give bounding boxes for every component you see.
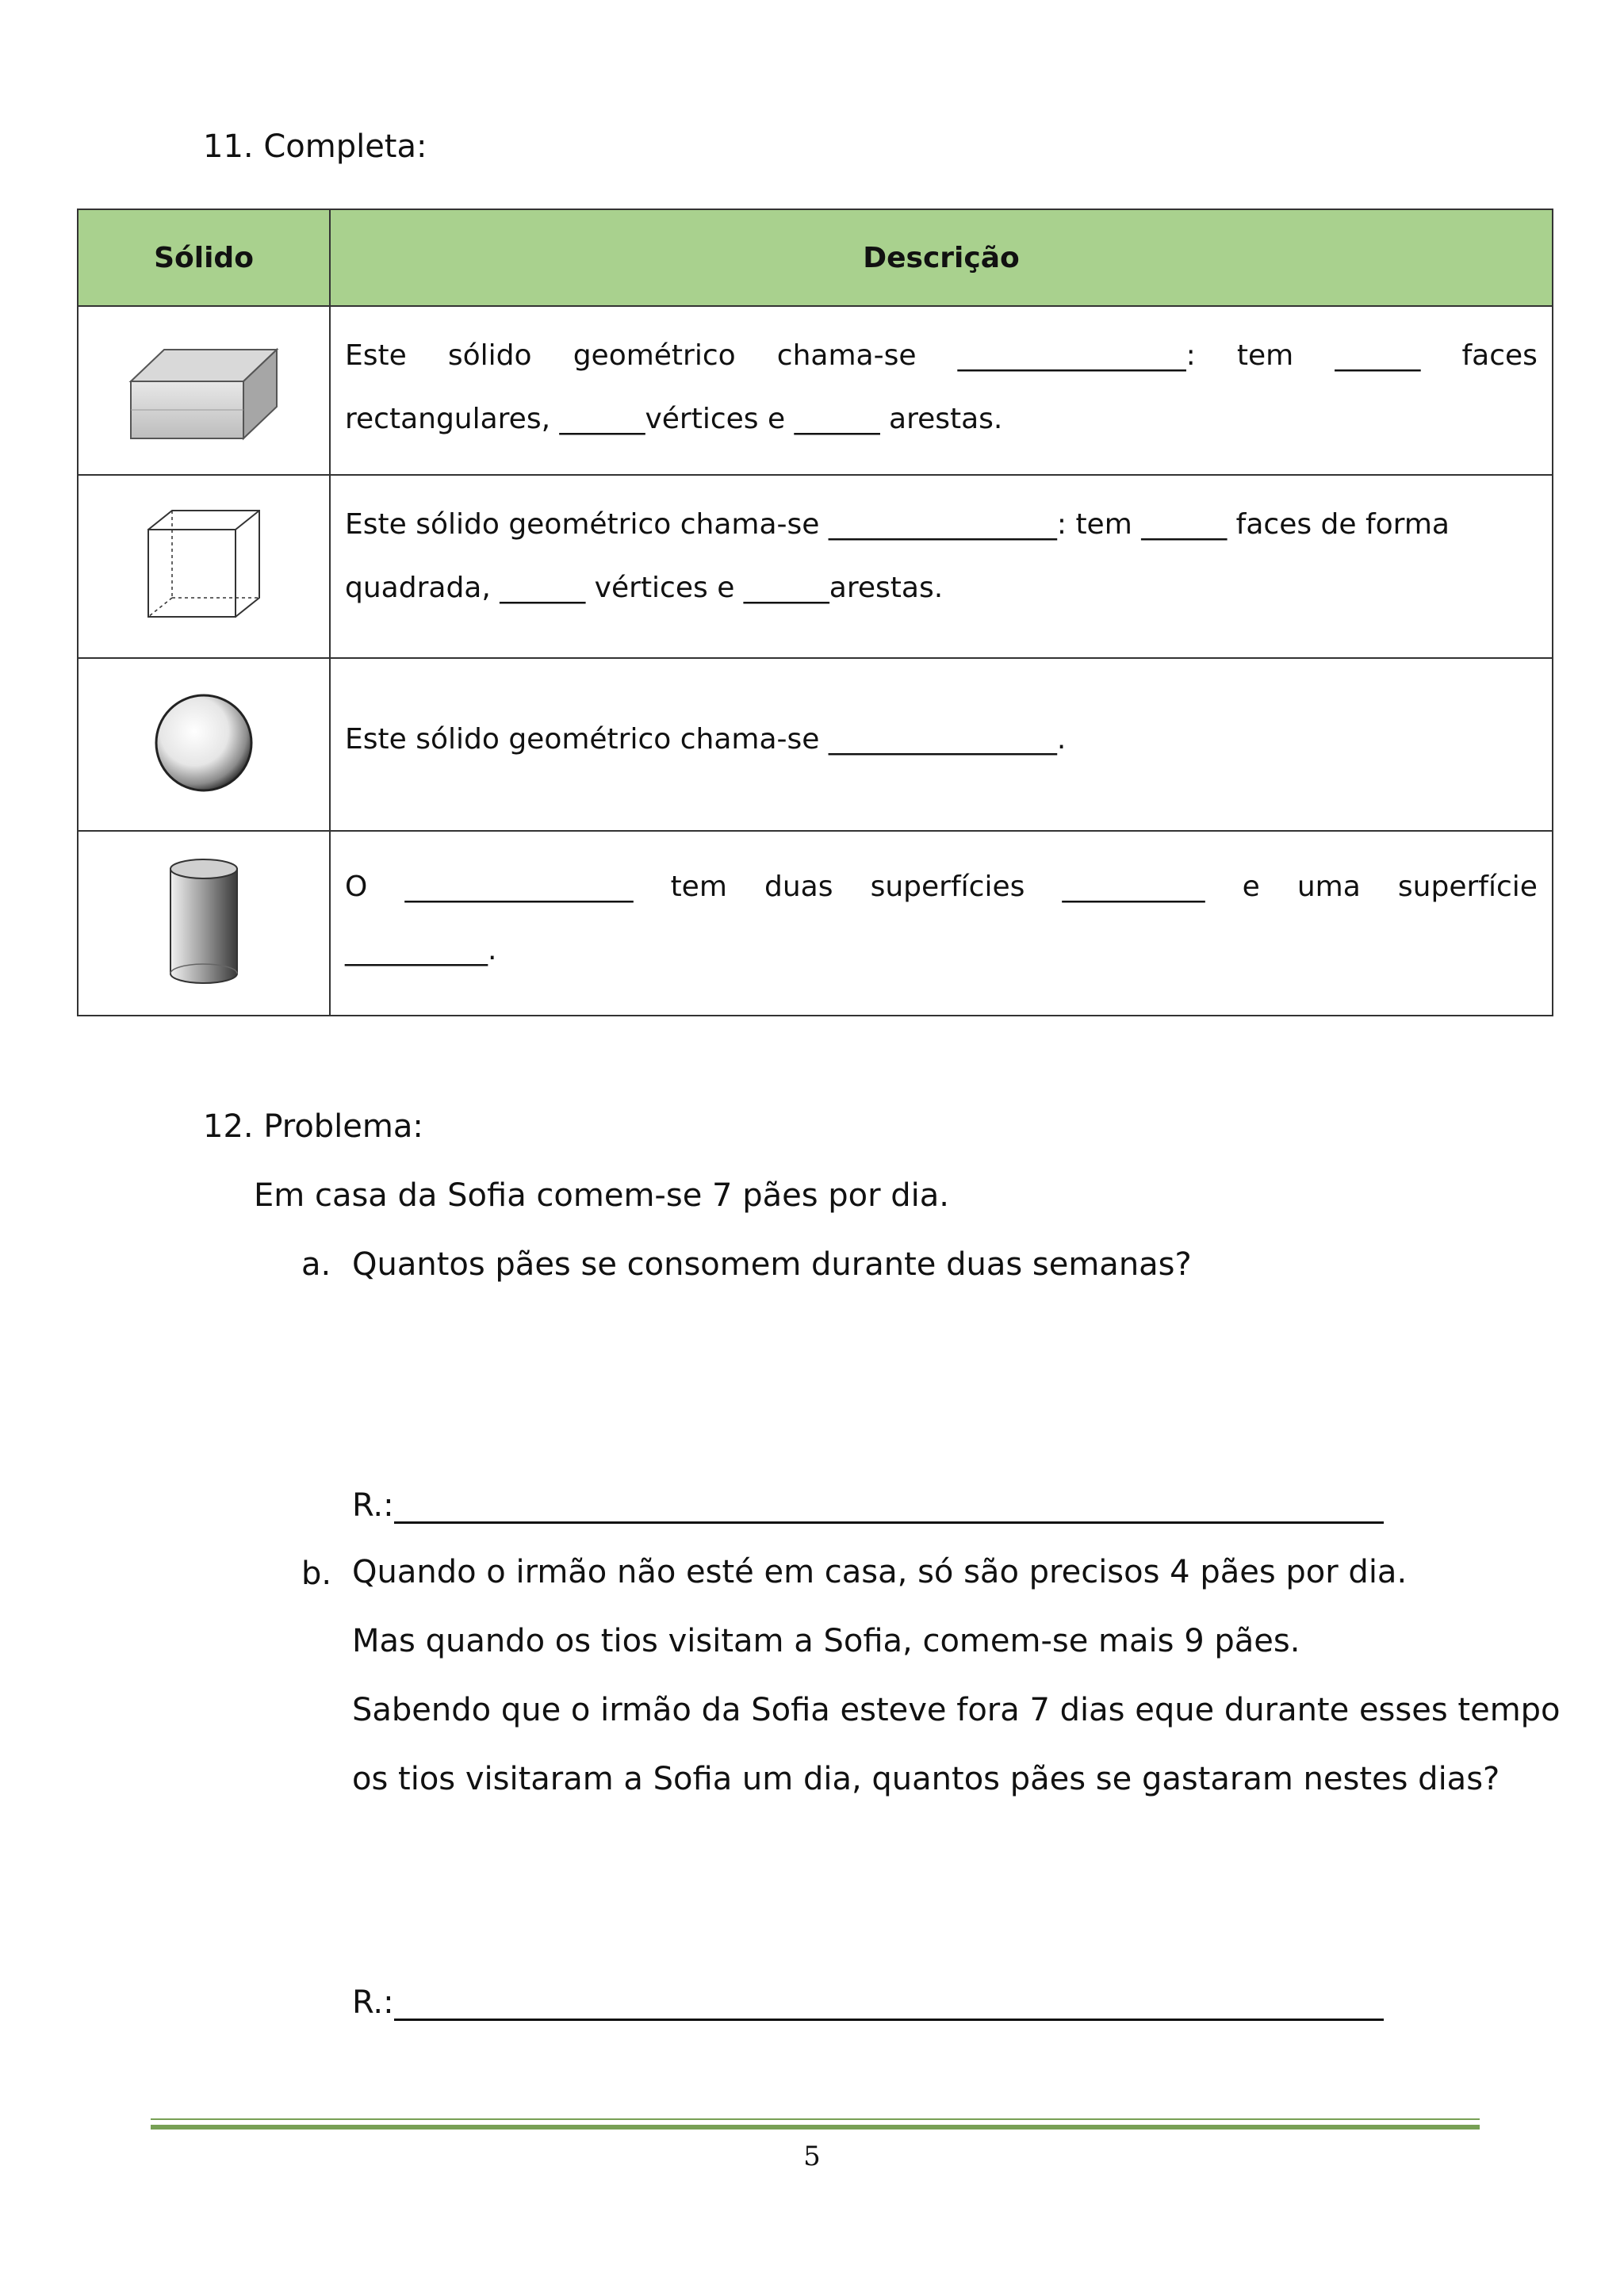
solid-cell: [78, 658, 330, 831]
q12b-line: os tios visitaram a Sofia um dia, quantos pães se gastaram nestes dias?: [352, 1761, 1500, 1797]
table-row: [78, 831, 1553, 1016]
q12b-text: [352, 1556, 1561, 1814]
q11-title: 11. Completa:: [203, 128, 427, 165]
table-row: [78, 475, 1553, 658]
answer-b: [352, 1984, 1384, 2021]
q12a-text: Quantos pães se consomem durante duas semanas?: [352, 1246, 1192, 1283]
answer-b-prefix: R.:: [352, 1984, 394, 2021]
row4-line2: __________.: [345, 934, 497, 966]
row2-line2: quadrada, ______ vértices e ______arestas.: [345, 572, 944, 604]
q12b-line: Quando o irmão não esté em casa, só são precisos 4 pães por dia.: [352, 1554, 1408, 1590]
q12b-line: Sabendo que o irmão da Sofia esteve fora 7 dias eque durante esses tempo: [352, 1692, 1561, 1728]
footer-rule-thin: [151, 2118, 1480, 2120]
q12-title: 12. Problema:: [203, 1108, 423, 1145]
row3-line1: Este sólido geométrico chama-se ________________.: [345, 723, 1067, 756]
table-row: [78, 306, 1553, 475]
solids-table: [77, 209, 1553, 1016]
page-number: 5: [803, 2141, 821, 2172]
cylinder-icon: [164, 855, 243, 989]
table-header-row: [78, 209, 1553, 306]
description-cell: [330, 658, 1553, 831]
description-cell: [330, 831, 1553, 1016]
header-description: Descrição: [330, 209, 1553, 306]
solid-cell: [78, 831, 330, 1016]
answer-a: [352, 1487, 1384, 1524]
q12b-label: b.: [301, 1556, 332, 1592]
answer-a-prefix: R.:: [352, 1487, 394, 1524]
q12a-label: a.: [301, 1246, 331, 1283]
rectangular-prism-icon: [124, 334, 283, 445]
header-solid: Sólido: [78, 209, 330, 306]
solid-cell: [78, 306, 330, 475]
footer-rule-thick: [151, 2125, 1480, 2130]
cube-icon: [140, 506, 267, 625]
answer-a-line[interactable]: [394, 1487, 1384, 1524]
description-cell: [330, 306, 1553, 475]
q12-intro: Em casa da Sofia comem-se 7 pães por dia.: [254, 1177, 950, 1214]
description-cell: [330, 475, 1553, 658]
answer-b-line[interactable]: [394, 1984, 1384, 2021]
table-row: [78, 658, 1553, 831]
row2-line1: Este sólido geométrico chama-se ________________: tem ______ faces de forma: [345, 508, 1450, 541]
solid-cell: [78, 475, 330, 658]
row4-line1: O ________________ tem duas superfícies __________ e uma superfície: [345, 871, 1538, 903]
q12b-line: Mas quando os tios visitam a Sofia, comem-se mais 9 pães.: [352, 1623, 1300, 1659]
sphere-icon: [152, 691, 255, 794]
row1-line2: rectangulares, ______vértices e ______ arestas.: [345, 403, 1003, 435]
row1-line1: Este sólido geométrico chama-se ________________: tem ______ faces: [345, 339, 1538, 372]
